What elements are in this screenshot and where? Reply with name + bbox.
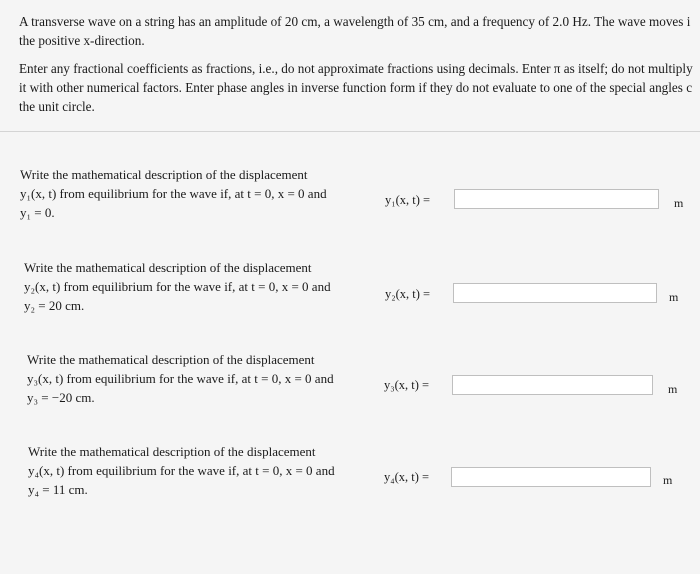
- question-1: [20, 165, 327, 222]
- intro-line-1: A transverse wave on a string has an amplitude of 20 cm, a wavelength of 35 cm, and a frequency of 2.0 Hz. The wave moves i: [19, 14, 691, 29]
- instructions-text: [19, 59, 700, 116]
- answer-4-unit: m: [663, 473, 673, 487]
- intro-line-4: it with other numerical factors. Enter phase angles in inverse function form if they do not evaluate to one of the special angles c: [19, 80, 693, 95]
- answer-2-unit: m: [669, 290, 679, 304]
- question-2-line-1: Write the mathematical description of the displacement: [24, 260, 312, 275]
- section-divider: [0, 131, 700, 132]
- answer-4-label: y₄(x, t) =: [384, 470, 430, 484]
- answer-1-label: y₁(x, t) =: [385, 193, 431, 207]
- question-2: [24, 258, 331, 315]
- question-3-line-3: y₃ = −20 cm.: [27, 390, 95, 405]
- question-3-line-2: y₃(x, t) from equilibrium for the wave if, at t = 0, x = 0 and: [27, 371, 334, 386]
- answer-3-unit: m: [668, 382, 678, 396]
- intro-line-5: the unit circle.: [19, 99, 95, 114]
- question-4: [28, 442, 335, 499]
- answer-1-input[interactable]: [454, 189, 659, 209]
- question-4-line-2: y₄(x, t) from equilibrium for the wave if, at t = 0, x = 0 and: [28, 463, 335, 478]
- answer-2-label: y₂(x, t) =: [385, 287, 431, 301]
- intro-line-2: the positive x-direction.: [19, 33, 145, 48]
- question-1-line-2: y₁(x, t) from equilibrium for the wave if, at t = 0, x = 0 and: [20, 186, 327, 201]
- answer-2-input[interactable]: [453, 283, 657, 303]
- question-4-line-3: y₄ = 11 cm.: [28, 482, 88, 497]
- answer-4-input[interactable]: [451, 467, 651, 487]
- answer-3-input[interactable]: [452, 375, 653, 395]
- problem-text: [19, 12, 700, 50]
- question-3: [27, 350, 334, 407]
- intro-line-3: Enter any fractional coefficients as fractions, i.e., do not approximate fractions using decimals. Enter π as itself; do not multiply: [19, 61, 693, 76]
- question-3-line-1: Write the mathematical description of the displacement: [27, 352, 315, 367]
- problem-statement: [19, 12, 700, 116]
- question-2-line-3: y₂ = 20 cm.: [24, 298, 85, 313]
- answer-3-label: y₃(x, t) =: [384, 378, 430, 392]
- answer-1-unit: m: [674, 196, 684, 210]
- question-1-line-1: Write the mathematical description of the displacement: [20, 167, 308, 182]
- question-1-line-3: y₁ = 0.: [20, 205, 55, 220]
- question-4-line-1: Write the mathematical description of the displacement: [28, 444, 316, 459]
- question-2-line-2: y₂(x, t) from equilibrium for the wave if, at t = 0, x = 0 and: [24, 279, 331, 294]
